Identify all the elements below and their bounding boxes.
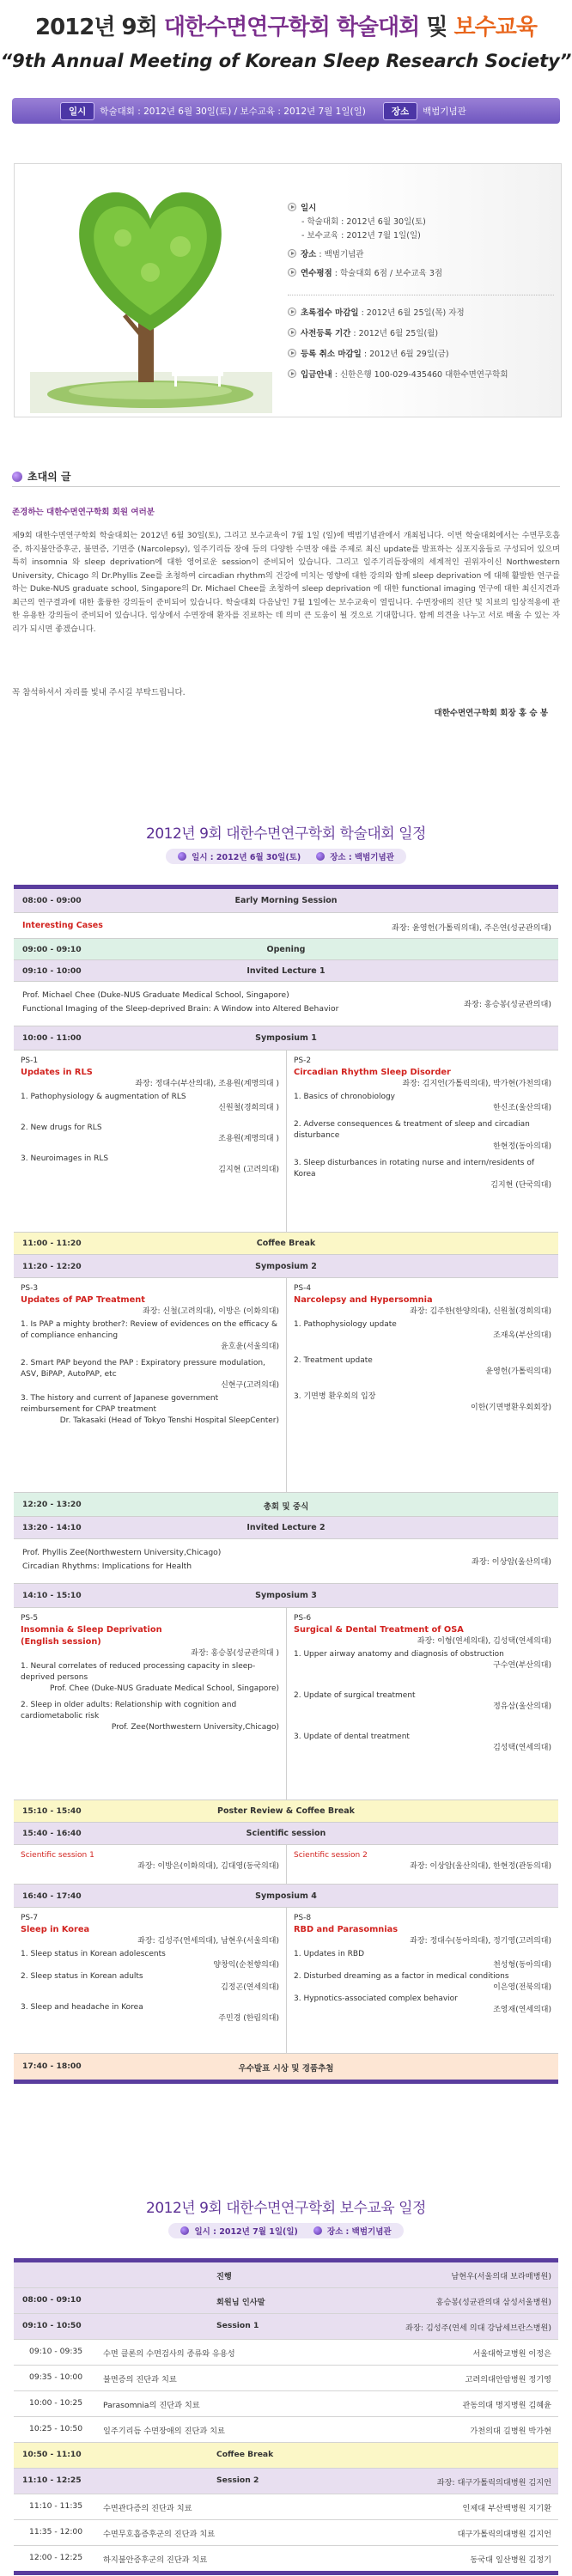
schedule-row: 15:10 - 15:40 Poster Review & Coffee Break xyxy=(14,1800,558,1823)
education-schedule-table xyxy=(14,2258,558,2575)
invitation-signature: 대한수면연구학회 회장 홍 승 봉 xyxy=(434,709,548,718)
ps4-panel: PS-4 Narcolepsy and Hypersomnia 좌장: 김주한(한양의대), 신원철(경희의대) 1. Pathophysiology update 조재옥(부산의대) 2. Treatment update 윤영헌(가톨릭의대) 3. 기면병 환우회의 입장 이한(기면병환우회회장) xyxy=(286,1278,558,1492)
title-and: 및 xyxy=(426,15,447,40)
info-credit: 연수평점 : 학술대회 6점 / 보수교육 3점 xyxy=(288,267,563,281)
heart-tree-image xyxy=(30,169,272,413)
info-date: 일시 - 학술대회 : 2012년 6월 30일(토) - 보수교육 : 2012년 7월 1일(일) xyxy=(288,202,563,243)
info-pre-registration: 사전등록 기간 : 2012년 6월 25일(월) xyxy=(288,327,563,341)
event-info-box xyxy=(14,163,562,417)
edu-row: 09:10 - 10:50 Session 1 좌장: 김성주(연세 의대 강남세브란스병원) xyxy=(14,2314,558,2340)
info-bank: 입금안내 : 신한은행 100-029-435460 대한수면연구학회 xyxy=(288,368,563,382)
symposium-schedule-table xyxy=(14,885,558,2084)
schedule-row: 17:40 - 18:00 우수발표 시상 및 경품추첨 xyxy=(14,2054,558,2080)
ps1-panel: PS-1 Updates in RLS 좌장: 정대수(부산의대), 조용원(계명의대 ) 1. Pathophysiology & augmentation of RLS 신원철(경희의대 ) 2. New drugs for RLS 조용원(계명의대 ) 3. Neuroimages in RLS 김지현 (고려의대) xyxy=(21,1057,279,1174)
schedule-row: 08:00 - 09:00 Early Morning Session xyxy=(14,889,558,913)
ps8-panel: PS-8 RBD and Parasomnias 좌장: 정대수(동아의대), 정기영(고려의대) 1. Updates in RBD 천성형(동아의대) 2. Disturbed dreaming as a factor in medical conditions 이은영(전북의대) 3. Hypnotics-associated complex behavior 조영재(연세의대) xyxy=(286,1908,558,2053)
schedule-row: 15:40 - 16:40 Scientific session xyxy=(14,1823,558,1845)
edu-row: 11:10 - 12:25 Session 2 좌장: 대구가톨릭의대병원 김지언 xyxy=(14,2469,558,2494)
ps3-panel: PS-3 Updates of PAP Treatment 좌장: 신철(고려의대), 이방은 (이화의대) 1. Is PAP a mighty brother?: Review of evidences on the efficacy & of compliance enhancing 윤호윤(서울의대) 2. Smart PAP beyond the PAP : Expiratory pressure modulation, ASV, BiPAP, AutoPAP, etc 신현구(고려의대) 3. The history and current of Japanese government reimbursement for CPAP treatment Dr. Takasaki (Head of Tokyo Tenshi Hospital SleepCenter) xyxy=(21,1284,279,1425)
location-dot-icon xyxy=(316,852,325,861)
ps7-panel: PS-7 Sleep in Korea 좌장: 김성주(연세의대), 남현우(서울의대) 1. Sleep status in Korean adolescents 양창익(순천향의대) 2. Sleep status in Korean adults 김정곤(연세의대) 3. Sleep and headache in Korea 주민경 (한림의대) xyxy=(21,1914,279,2023)
education-title: 2012년 9회 대한수면연구학회 보수교육 일정 xyxy=(146,2200,426,2217)
scientific-sessions xyxy=(14,1845,558,1885)
invitation-body: 제9회 대한수면연구학회 학술대회는 2012년 6월 30일(토), 그리고 보수교육이 7월 1일 (일)에 백범기념관에서 개최됩니다. 이번 학술대회에서는 수면무호흡증, 하지불안증후군, 불면증, 기면증 (Narcolepsy), 일주기리듬 장애 등의 다양한 수면장 애를 주제로 최신 update를 발표하는 심포지움들로 구성되어 있으며 특히 insomnia 와 sleep deprivation에 대한 영어로운 session이 준비되어 있습니다. 그리고 일주기리듬장애의 세계적인 권위자이신 Northwestern University, Chicago 의 Dr.Phyllis Zee를 초청하여 circadian rhythm의 건강에 미치는 영향에 대한 강의와 함께 sleep deprivation 에 대해 활발한 연구를 하는 Duke-NUS graduate school, Singapore의 Dr. Michael Chee를 초청하여 sleep deprivation 에 대한 functional imaging 연구에 대한 최신지견과 최근의 연구결과에 대한 훌륭한 강의들이 준비되어 있습니다. 학술대회 다음날인 7월 1일에는 보수교육이 열립니다. 수면장애의 진단 및 치료의 임상적용에 관한 유용한 강의들이 준비되어 있습니다. 임상에서 수면장애 환자를 진료하는 데 의미 큰 도움이 될 것으로 기대합니다. 함께 의견을 나누고 서로 배울 수 있는 자리가 되시면 좋겠습니다. xyxy=(12,531,560,634)
schedule-row: 09:10 - 10:00 Invited Lecture 1 xyxy=(14,960,558,982)
schedule-row: 09:00 - 09:10 Opening xyxy=(14,939,558,960)
symposium-info: 일시 : 2012년 6월 30일(토) 장소 : 백범기념관 xyxy=(0,849,572,864)
location-dot-icon xyxy=(313,2226,322,2235)
symposium-3-sessions xyxy=(14,1608,558,1800)
title-main: 대한수면연구학회 학술대회 xyxy=(163,15,420,40)
ps2-panel: PS-2 Circadian Rhythm Sleep Disorder 좌장: 김지언(가톨릭의대), 박가현(가천의대) 1. Basics of chronobiology 한신조(울산의대) 2. Adverse consequences & treatment of sleep and circadian disturbance 한현정(동아의대) 3. Sleep disturbances in rotating nurse and intern/residents of Korea 김지현 (단국의대) xyxy=(286,1050,558,1232)
invitation-dot-icon xyxy=(12,472,22,482)
symposium-title: 2012년 9회 대한수면연구학회 학술대회 일정 xyxy=(146,825,426,843)
ps6-panel: PS-6 Surgical & Dental Treatment of OSA 좌장: 이형(연세의대), 김성택(연세의대) 1. Upper airway anatomy and diagnosis of obstruction 구수연(부산의대) 2. Update of surgical treatment 정유삼(울산의대) 3. Update of dental treatment 김성택(연세의대) xyxy=(286,1608,558,1800)
edu-row: 12:00 - 12:25 하지불안증후군의 진단과 치료 동국대 일산병원 김정기 xyxy=(29,2553,551,2565)
schedule-row: 14:10 - 15:10 Symposium 3 xyxy=(14,1584,558,1608)
bullet-circle-icon xyxy=(288,249,296,258)
edu-row: 진행 남현우(서울의대 보라매병원) xyxy=(14,2262,558,2288)
schedule-row: 11:20 - 12:20 Symposium 2 xyxy=(14,1255,558,1278)
symposium-4-sessions xyxy=(14,1908,558,2054)
date-text: 학술대회 : 2012년 6월 30일(토) / 보수교육 : 2012년 7월 1일(일) xyxy=(100,106,366,117)
sci1-panel: Scientific session 1 좌장: 이방은(이화의대), 김대영(동국의대) xyxy=(21,1851,279,1871)
edu-row: 09:35 - 10:00 불면증의 진단과 치료 고려의대안암병원 정기영 xyxy=(14,2366,558,2391)
info-venue: 장소 : 백범기념관 xyxy=(288,248,563,262)
edu-row: 10:00 - 10:25 Parasomnia의 진단과 치료 관동의대 명지병원 김혜윤 xyxy=(14,2391,558,2417)
edu-row: 09:10 - 09:35 수면 클론의 수면검사의 종류와 유용성 서울대학교병원 이정은 xyxy=(14,2340,558,2366)
venue-text: 백범기념관 xyxy=(423,106,466,117)
date-badge: 일시 xyxy=(60,102,94,120)
education-info: 일시 : 2012년 7월 1일(일) 장소 : 백범기념관 xyxy=(0,2223,572,2238)
info-cancel-deadline: 등록 취소 마감일 : 2012년 6월 29일(금) xyxy=(288,348,563,362)
bullet-circle-icon xyxy=(288,203,296,211)
calendar-dot-icon xyxy=(180,2226,189,2235)
schedule-row: Interesting Cases 좌장: 윤영헌(가톨릭의대), 주은연(성균관의대) xyxy=(14,913,558,939)
bullet-circle-icon xyxy=(288,349,296,357)
schedule-row: Prof. Phyllis Zee(Northwestern University,Chicago) Circadian Rhythms: Implications for Health 좌장: 이상암(울산의대) xyxy=(14,1539,558,1584)
header-info-bar xyxy=(12,98,560,124)
calendar-dot-icon xyxy=(178,852,186,861)
title-edu: 보수교육 xyxy=(453,15,537,40)
bullet-circle-icon xyxy=(288,308,296,316)
schedule-row: 13:20 - 14:10 Invited Lecture 2 xyxy=(14,1517,558,1539)
symposium-1-sessions xyxy=(14,1050,558,1233)
edu-row: 11:35 - 12:00 수면무호흡증후군의 진단과 치료 대구가톨릭의대병원 김지언 xyxy=(14,2520,558,2546)
edu-row: 08:00 - 09:10 회원님 인사말 홍승봉(성균관의대 삼성서울병원) xyxy=(14,2288,558,2314)
schedule-row: 16:40 - 17:40 Symposium 4 xyxy=(14,1885,558,1908)
edu-row: 11:10 - 11:35 수면관다증의 진단과 치료 인제대 부산백병원 지기환 xyxy=(14,2494,558,2520)
ps5-panel: PS-5 Insomnia & Sleep Deprivation (English session) 좌장: 홍승봉(성균관의대 ) 1. Neural correlates of reduced processing capacity in sleep-deprived persons Prof. Chee (Duke-NUS Graduate Medical School, Singapore) 2. Sleep in older adults: Relationship with cognition and cardiometabolic risk Prof. Zee(Northwestern University,Chicago) xyxy=(21,1614,279,1732)
sci2-panel: Scientific session 2 좌장: 이상암(울산의대), 한현정(관동의대) xyxy=(286,1845,558,1884)
invitation-closing: 꼭 참석하셔서 자리를 빛내 주시길 부탁드립니다. xyxy=(12,688,186,697)
schedule-row: Prof. Michael Chee (Duke-NUS Graduate Medical School, Singapore) Functional Imaging of the Sleep-deprived Brain: A Window into Altered Behavior 좌장: 홍승봉(성균관의대) xyxy=(14,982,558,1026)
schedule-row: 12:20 - 13:20 총회 및 중식 xyxy=(14,1493,558,1517)
schedule-row: 11:00 - 11:20 Coffee Break xyxy=(14,1233,558,1255)
invitation-subheading: 존경하는 대한수면연구학회 회원 여러분 xyxy=(12,508,155,517)
symposium-2-sessions xyxy=(14,1278,558,1493)
bullet-circle-icon xyxy=(288,268,296,277)
bullet-circle-icon xyxy=(288,328,296,337)
title-year: 2012년 9회 xyxy=(35,15,157,40)
info-abstract-deadline: 초록접수 마감일 : 2012년 6월 25일(목) 자정 xyxy=(288,307,563,320)
invitation-heading: 초대의 글 xyxy=(12,469,71,484)
schedule-row: 10:00 - 11:00 Symposium 1 xyxy=(14,1026,558,1050)
bullet-circle-icon xyxy=(288,369,296,378)
page-subtitle: “9th Annual Meeting of Korean Sleep Research Society” xyxy=(0,51,572,71)
venue-badge: 장소 xyxy=(383,102,417,120)
edu-row: 10:50 - 11:10 Coffee Break xyxy=(14,2443,558,2469)
page-title xyxy=(0,14,572,41)
edu-row: 10:25 - 10:50 일주기리듬 수면장애의 진단과 치료 가천의대 길병원 박가현 xyxy=(14,2417,558,2443)
